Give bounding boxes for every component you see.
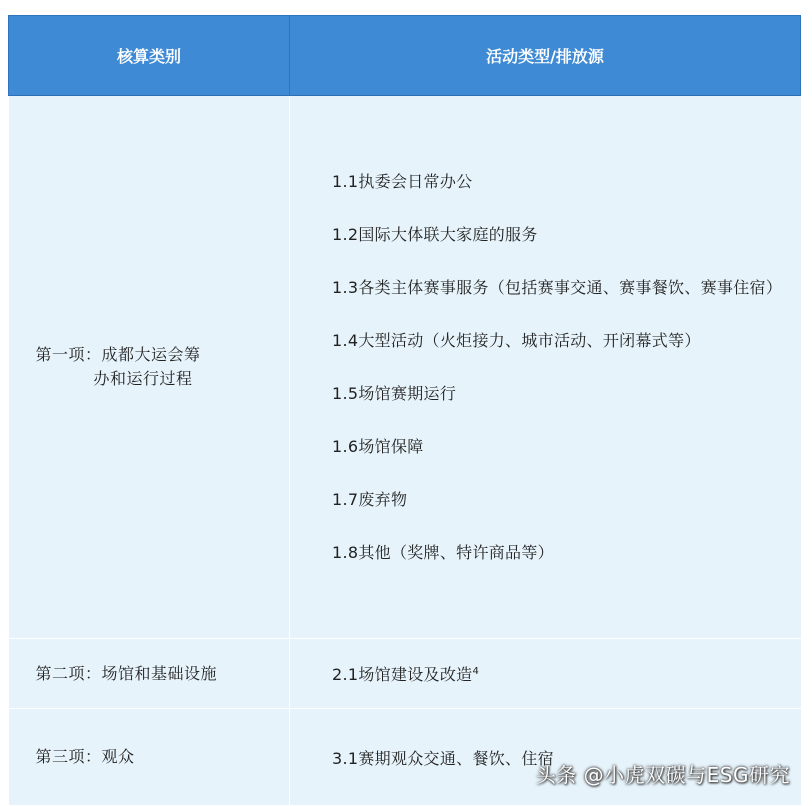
footnote-marker: 4 [472, 666, 480, 677]
table-header-row [9, 16, 801, 96]
activity-item [290, 662, 801, 685]
activity-item: 1.2国际大体联大家庭的服务 [332, 225, 538, 244]
category-text: 第二项：场馆和基础设施 [35, 663, 218, 683]
activity-item: 1.7废弃物 [332, 490, 408, 509]
activity-item: 3.1赛期观众交通、餐饮、住宿 [332, 748, 554, 768]
activity-cell [290, 639, 801, 709]
activity-item: 1.4大型活动（火炬接力、城市活动、开闭幕式等） [332, 331, 701, 350]
watermark: 头条 @小虎双碳与ESG研究 [535, 763, 790, 787]
category-line2: 办和运行过程 [93, 369, 193, 388]
table-row [9, 96, 801, 639]
header-category: 核算类别 [9, 16, 290, 96]
category-text: 第三项：观众 [35, 747, 135, 766]
table-row [9, 709, 801, 806]
activity-item: 1.3各类主体赛事服务（包括赛事交通、赛事餐饮、赛事住宿） [332, 278, 783, 297]
category-cell [9, 96, 290, 639]
activity-item-text: 2.1场馆建设及改造 [332, 665, 473, 684]
table-row [9, 639, 801, 709]
emission-table [8, 15, 801, 806]
activity-item: 1.6场馆保障 [332, 437, 424, 456]
activity-item: 1.1执委会日常办公 [332, 172, 473, 191]
category-cell [9, 639, 290, 709]
emission-table-container [8, 15, 800, 802]
category-cell [9, 709, 290, 806]
activity-item: 1.5场馆赛期运行 [332, 384, 457, 403]
activity-cell [290, 709, 801, 806]
activity-item: 1.8其他（奖牌、特许商品等） [332, 543, 554, 562]
activity-cell [290, 96, 801, 639]
category-line1: 第一项：成都大运会筹 [35, 345, 201, 364]
header-activity: 活动类型/排放源 [290, 16, 801, 96]
